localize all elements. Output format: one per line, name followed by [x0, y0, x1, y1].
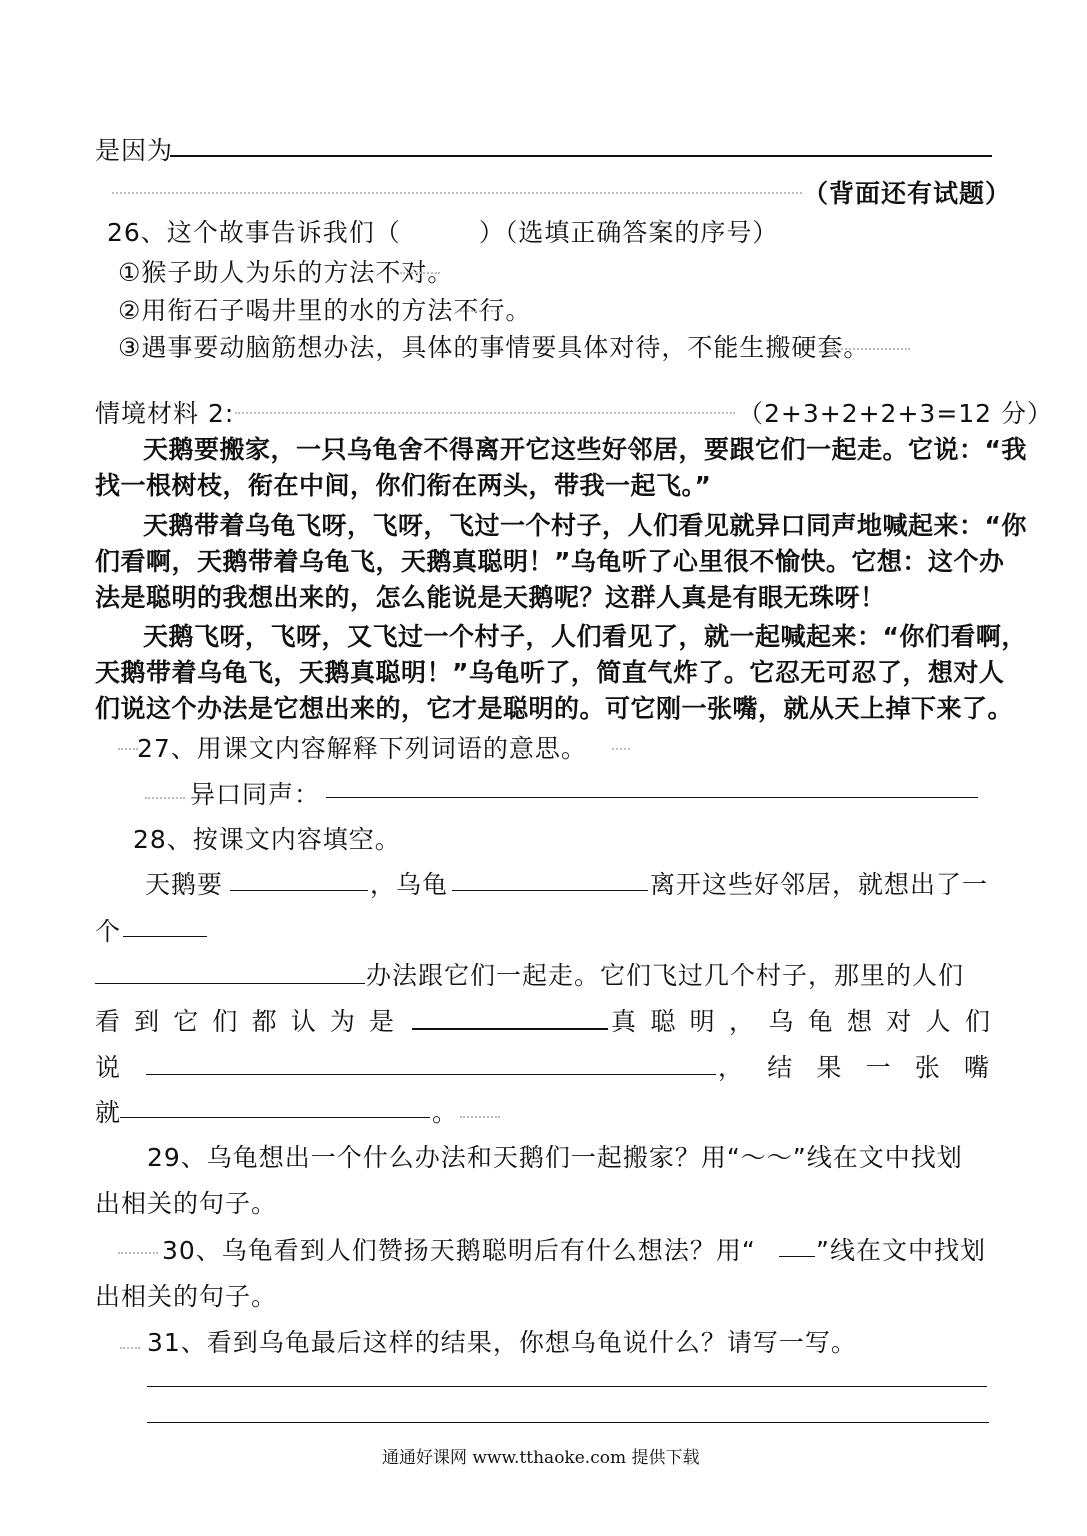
char: 果 [816, 1053, 843, 1082]
q27-answer-line[interactable] [326, 797, 978, 798]
char: 它 [173, 1007, 200, 1036]
dotted-filler [400, 272, 440, 274]
q28-text: 说 [95, 1053, 122, 1082]
answer-line[interactable] [170, 155, 992, 157]
story-line: 天鹅带着乌龟飞呀，飞呀，飞过一个村子，人们看见就异口同声地喊起来：“你 [143, 511, 1027, 540]
char: 想 [846, 1007, 873, 1036]
char: 都 [251, 1007, 278, 1036]
dotted-filler [120, 1347, 140, 1349]
char: 到 [134, 1007, 161, 1036]
char: 结 [767, 1053, 794, 1082]
dotted-filler [612, 748, 630, 750]
q30-line-sample [779, 1256, 815, 1257]
q28-blank-1[interactable] [230, 890, 368, 891]
q28-spread-text [611, 1002, 991, 1038]
q28-text: 办法跟它们一起走。它们飞过几个村子，那里的人们 [366, 961, 965, 990]
char: 是 [368, 1007, 395, 1036]
q29-line-2: 出相关的句子。 [95, 1189, 278, 1218]
char: 认 [290, 1007, 317, 1036]
q28-text: 个 [95, 917, 122, 946]
char: 明 [689, 1007, 716, 1036]
char: ， [728, 1007, 755, 1036]
dotted-filler [118, 748, 138, 750]
story-line: 天鹅要搬家，一只乌龟舍不得离开它这些好邻居，要跟它们一起走。它说：“我 [143, 435, 1027, 464]
q30-line-1a: 30、乌龟看到人们赞扬天鹅聪明后有什么想法？用“ [162, 1236, 756, 1265]
q27-stem: 27、用课文内容解释下列词语的意思。 [137, 734, 587, 763]
char: 们 [964, 1007, 991, 1036]
story-line: 天鹅飞呀，飞呀，又飞过一个村子，人们看见了，就一起喊起来：“你们看啊， [143, 622, 1027, 651]
char: 真 [611, 1007, 638, 1036]
q31-stem: 31、看到乌龟最后这样的结果，你想乌龟说什么？请写一写。 [147, 1328, 857, 1357]
char: 嘴 [963, 1053, 990, 1082]
q28-spread-text [95, 1002, 395, 1038]
q28-blank-7[interactable] [120, 1117, 430, 1118]
q28-blank-3[interactable] [123, 936, 207, 937]
q27-term: 异口同声： [190, 780, 321, 809]
q31-answer-line-2[interactable] [147, 1422, 989, 1423]
char: 乌 [768, 1007, 795, 1036]
q28-blank-4[interactable] [95, 983, 365, 984]
q26-stem: 26、这个故事告诉我们（ ）（选填正确答案的序号） [107, 218, 779, 247]
footer-credit: 通通好课网 www.tthaoke.com 提供下载 [382, 1448, 700, 1468]
material-score: （2+3+2+2+3=12 分） [738, 399, 1054, 428]
char: 对 [886, 1007, 913, 1036]
answer-prefix: 是因为 [95, 136, 174, 165]
dotted-divider [235, 412, 735, 414]
char: 聪 [650, 1007, 677, 1036]
dotted-filler [460, 1116, 500, 1118]
q28-stem: 28、按课文内容填空。 [133, 825, 401, 854]
q28-spread-text [718, 1048, 990, 1084]
story-line: 天鹅带着乌龟飞，天鹅真聪明！”乌龟听了，简直气炸了。它忍无可忍了，想对人 [95, 658, 1005, 687]
q28-text: 。 [432, 1098, 459, 1127]
char: 张 [914, 1053, 941, 1082]
dotted-filler [118, 1252, 158, 1254]
q28-blank-5[interactable] [412, 1028, 608, 1030]
dotted-divider [112, 192, 802, 194]
q30-line-1b: ”线在文中找划 [816, 1236, 986, 1265]
back-side-note: （背面还有试题） [803, 179, 1012, 208]
dotted-filler [830, 348, 910, 350]
q28-text: 就 [95, 1098, 122, 1127]
q26-option-3: ③遇事要动脑筋想办法，具体的事情要具体对待，不能生搬硬套。 [118, 333, 870, 362]
story-line: 法是聪明的我想出来的，怎么能说是天鹅呢？这群人真是有眼无珠呀！ [95, 583, 886, 612]
q26-option-1: ①猴子助人为乐的方法不对。 [118, 258, 454, 287]
char: 们 [212, 1007, 239, 1036]
q28-blank-2[interactable] [452, 890, 648, 891]
dotted-filler [460, 310, 500, 312]
story-line: 们说这个办法是它想出来的，它才是聪明的。可它刚一张嘴，就从天上掉下来了。 [95, 694, 1014, 723]
dotted-filler [145, 797, 185, 799]
q28-blank-6[interactable] [146, 1074, 716, 1075]
char: 看 [95, 1007, 122, 1036]
q29-line-1: 29、乌龟想出一个什么办法和天鹅们一起搬家？用“～～”线在文中找划 [147, 1143, 963, 1172]
q28-text: 离开这些好邻居，就想出了一 [650, 870, 989, 899]
q28-text: ，乌龟 [370, 870, 449, 899]
q30-line-2: 出相关的句子。 [95, 1282, 278, 1311]
char: 人 [925, 1007, 952, 1036]
q31-answer-line-1[interactable] [147, 1386, 987, 1387]
q26-option-2: ②用衔石子喝井里的水的方法不行。 [118, 296, 532, 325]
story-line: 找一根树枝，衔在中间，你们衔在两头，带我一起飞。” [95, 471, 712, 500]
char: 一 [865, 1053, 892, 1082]
char: ， [718, 1053, 745, 1082]
char: 为 [329, 1007, 356, 1036]
material-label: 情境材料 2: [95, 399, 235, 428]
story-line: 们看啊，天鹅带着乌龟飞，天鹅真聪明！”乌龟听了心里很不愉快。它想：这个办 [95, 547, 1005, 576]
q28-text: 天鹅要 [145, 870, 224, 899]
char: 龟 [807, 1007, 834, 1036]
